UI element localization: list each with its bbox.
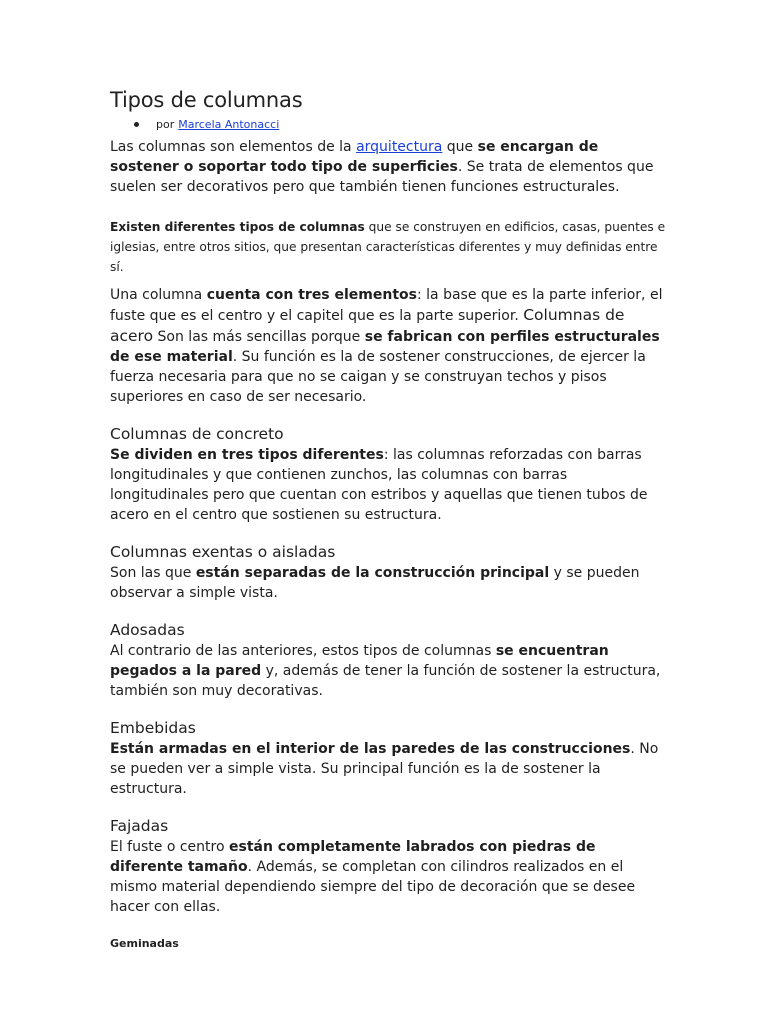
- text: : las columnas reforzadas con barras longitudinales y que contienen zunchos, las columnas con barras longitudinales pero que cuentan con estribos y aquellas que tienen tubos de acero en el centro que sostienen su estructura.: [110, 447, 648, 523]
- text: . Su función es la de sostener construcciones, de ejercer la fuerza necesaria para que no se caigan y se construyan techos y pisos superiores en caso de ser necesario.: [110, 349, 646, 405]
- text: Una columna: [110, 287, 207, 303]
- text: . No se pueden ver a simple vista. Su principal función es la de sostener la estructura.: [110, 741, 659, 797]
- bold-text: cuenta con tres elementos: [206, 287, 417, 303]
- text: El fuste o centro: [110, 839, 229, 855]
- text: . Además, se completan con cilindros realizados en el mismo material dependiendo siempre del tipo de decoración que se desee hacer con ellas.: [110, 859, 636, 915]
- types-paragraph: [110, 217, 670, 277]
- bullet-icon: [134, 122, 139, 127]
- elements-paragraph: [110, 285, 670, 407]
- author-link[interactable]: Marcela Antonacci: [178, 118, 280, 131]
- text: Las columnas son elementos de la: [110, 139, 357, 155]
- concreto-paragraph: [110, 445, 670, 525]
- text: que: [442, 139, 478, 155]
- adosadas-paragraph: [110, 641, 670, 701]
- text: Son las más sencillas porque: [153, 329, 365, 345]
- section-heading-acero: Columnas de acero: [110, 306, 625, 345]
- bold-text: Se dividen en tres tipos diferentes: [110, 447, 384, 463]
- text: Son las que: [110, 565, 196, 581]
- intro-paragraph: [110, 137, 670, 197]
- section-heading-concreto: Columnas de concreto: [110, 425, 284, 443]
- text: Al contrario de las anteriores, estos tipos de columnas: [110, 643, 496, 659]
- text: : la base que es la parte inferior, el fuste que es el centro y el capitel que es la parte superior.: [110, 287, 663, 324]
- embebidas-paragraph: [110, 739, 670, 799]
- bold-text: Existen diferentes tipos de columnas: [110, 220, 365, 234]
- section-heading-exentas: Columnas exentas o aisladas: [110, 543, 336, 561]
- section-heading-embebidas: Embebidas: [110, 719, 196, 737]
- article-body: [110, 88, 670, 950]
- bold-text: están completamente labrados con piedras de diferente tamaño: [110, 839, 596, 875]
- bold-text: Están armadas en el interior de las paredes de las construcciones: [110, 741, 631, 757]
- bold-text: se encuentran pegados a la pared: [110, 643, 609, 679]
- text: que se construyen en edificios, casas, puentes e iglesias, entre otros sitios, que presentan características diferentes y muy definidas entre sí.: [110, 220, 666, 274]
- byline-prefix: por: [156, 118, 175, 131]
- section-heading-adosadas: Adosadas: [110, 621, 185, 639]
- bold-text: están separadas de la construcción principal: [195, 565, 550, 581]
- exentas-paragraph: [110, 563, 670, 603]
- text: . Se trata de elementos que suelen ser decorativos pero que también tienen funciones estructurales.: [110, 159, 654, 195]
- arquitectura-link[interactable]: arquitectura: [356, 139, 443, 155]
- section-heading-fajadas: Fajadas: [110, 817, 169, 835]
- text: y se pueden observar a simple vista.: [110, 565, 640, 601]
- fajadas-paragraph: [110, 837, 670, 917]
- byline: [110, 118, 670, 131]
- text: y, además de tener la función de sostener la estructura, también son muy decorativas.: [110, 663, 661, 699]
- bold-text: se encargan de sostener o soportar todo tipo de superficies: [110, 139, 599, 175]
- section-heading-geminadas: Geminadas: [110, 937, 179, 950]
- bold-text: se fabrican con perfiles estructurales de ese material: [110, 329, 660, 365]
- page-title: Tipos de columnas: [110, 88, 303, 112]
